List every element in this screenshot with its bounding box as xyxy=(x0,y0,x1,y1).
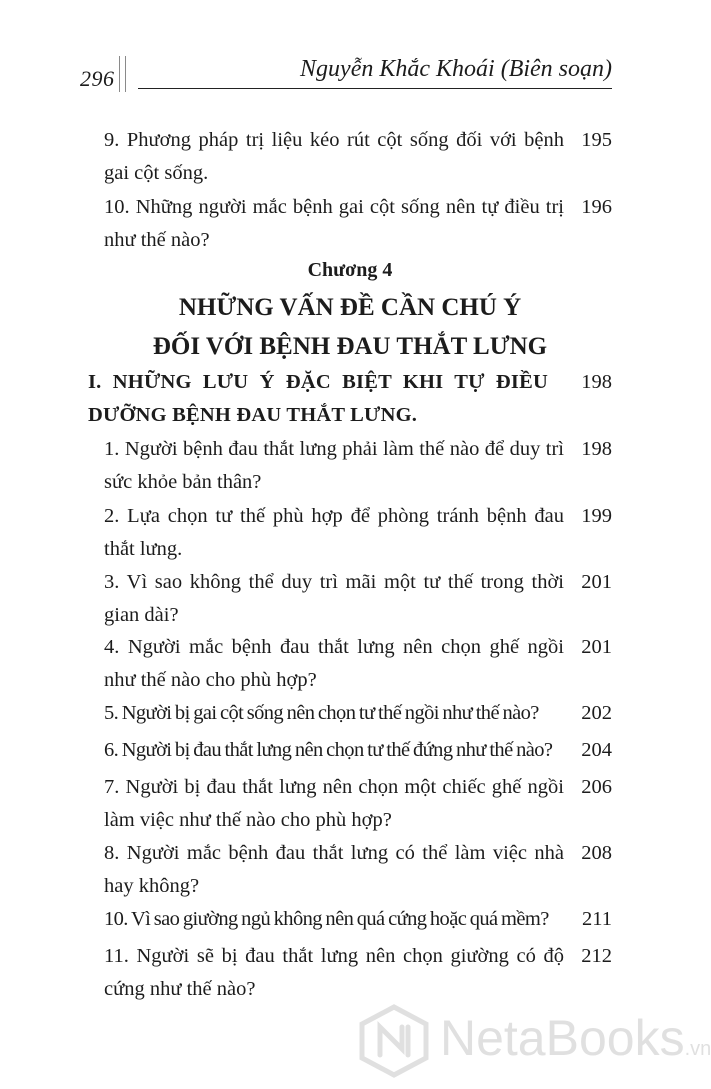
watermark-text xyxy=(440,1009,711,1067)
toc-entry-text: 6. Người bị đau thắt lưng nên chọn tư thế đứng như thế nào? xyxy=(104,739,553,761)
toc-entry-text: 11. Người sẽ bị đau thắt lưng nên chọn giường có độ cứng như thế nào? xyxy=(104,945,564,1000)
toc-entry xyxy=(104,837,612,903)
toc-entry-text: 4. Người mắc bệnh đau thắt lưng nên chọn ghế ngồi như thế nào cho phù hợp? xyxy=(104,636,564,691)
toc-section-text: I. NHỮNG LƯU Ý ĐẶC BIỆT KHI TỰ ĐIỀU DƯỠNG BỆNH ĐAU THẮT LƯNG. xyxy=(88,371,548,426)
toc-entry xyxy=(104,500,612,566)
toc-entry-page: 196 xyxy=(581,196,612,218)
toc-entry-page: 198 xyxy=(581,438,612,460)
toc-entry-page: 208 xyxy=(581,842,612,864)
toc-entry-text: 10. Vì sao giường ngủ không nên quá cứng hoặc quá mềm? xyxy=(104,908,549,930)
toc-entry-text: 1. Người bệnh đau thắt lưng phải làm thế nào để duy trì sức khỏe bản thân? xyxy=(104,438,564,493)
watermark xyxy=(358,1005,711,1077)
toc-entry xyxy=(104,771,612,837)
toc-entry xyxy=(104,697,612,730)
toc-entry xyxy=(104,124,612,190)
toc-entry xyxy=(104,631,612,697)
netabooks-logo-icon xyxy=(358,1005,430,1077)
toc-section-page: 198 xyxy=(581,371,612,393)
toc-entry-page: 199 xyxy=(581,505,612,527)
toc-entry-text: 8. Người mắc bệnh đau thắt lưng có thể làm việc nhà hay không? xyxy=(104,842,564,897)
toc-entry-page: 204 xyxy=(581,739,612,761)
toc-entry-text: 7. Người bị đau thắt lưng nên chọn một chiếc ghế ngồi làm việc như thế nào cho phù hợp? xyxy=(104,776,564,831)
toc-entry-page: 201 xyxy=(581,636,612,658)
toc-entry-page: 202 xyxy=(581,702,612,724)
toc-entry xyxy=(104,191,612,257)
page-number: 296 xyxy=(80,66,115,91)
toc-section-heading xyxy=(88,366,612,432)
toc-entry-page: 211 xyxy=(582,908,612,930)
toc-entry xyxy=(104,903,612,936)
toc-entry-text: 10. Những người mắc bệnh gai cột sống nên tự điều trị như thế nào? xyxy=(104,196,564,251)
chapter-title-line: NHỮNG VẤN ĐỀ CẦN CHÚ Ý xyxy=(178,294,522,321)
toc-entry xyxy=(104,566,612,632)
toc-entry-text: 5. Người bị gai cột sống nên chọn tư thế ngồi như thế nào? xyxy=(104,702,539,724)
toc-entry-text: 9. Phương pháp trị liệu kéo rút cột sống đối với bệnh gai cột sống. xyxy=(104,129,564,184)
toc-entry-page: 195 xyxy=(581,129,612,151)
watermark-brand: NetaBooks xyxy=(440,1010,685,1066)
running-title: Nguyễn Khắc Khoái (Biên soạn) xyxy=(300,56,612,82)
chapter-title-line: ĐỐI VỚI BỆNH ĐAU THẮT LƯNG xyxy=(152,333,548,360)
toc-entry-page: 212 xyxy=(581,945,612,967)
toc-entry-page: 201 xyxy=(581,571,612,593)
chapter-title xyxy=(88,288,612,366)
watermark-tld: .vn xyxy=(684,1038,711,1060)
toc-entry xyxy=(104,940,612,1006)
toc-entry xyxy=(104,433,612,499)
toc-entry-text: 2. Lựa chọn tư thế phù hợp để phòng tránh bệnh đau thắt lưng. xyxy=(104,505,564,560)
chapter-label: Chương 4 xyxy=(307,259,393,281)
toc-entry-text: 3. Vì sao không thể duy trì mãi một tư thế trong thời gian dài? xyxy=(104,571,564,626)
toc-entry xyxy=(104,734,612,767)
toc-entry-page: 206 xyxy=(581,776,612,798)
